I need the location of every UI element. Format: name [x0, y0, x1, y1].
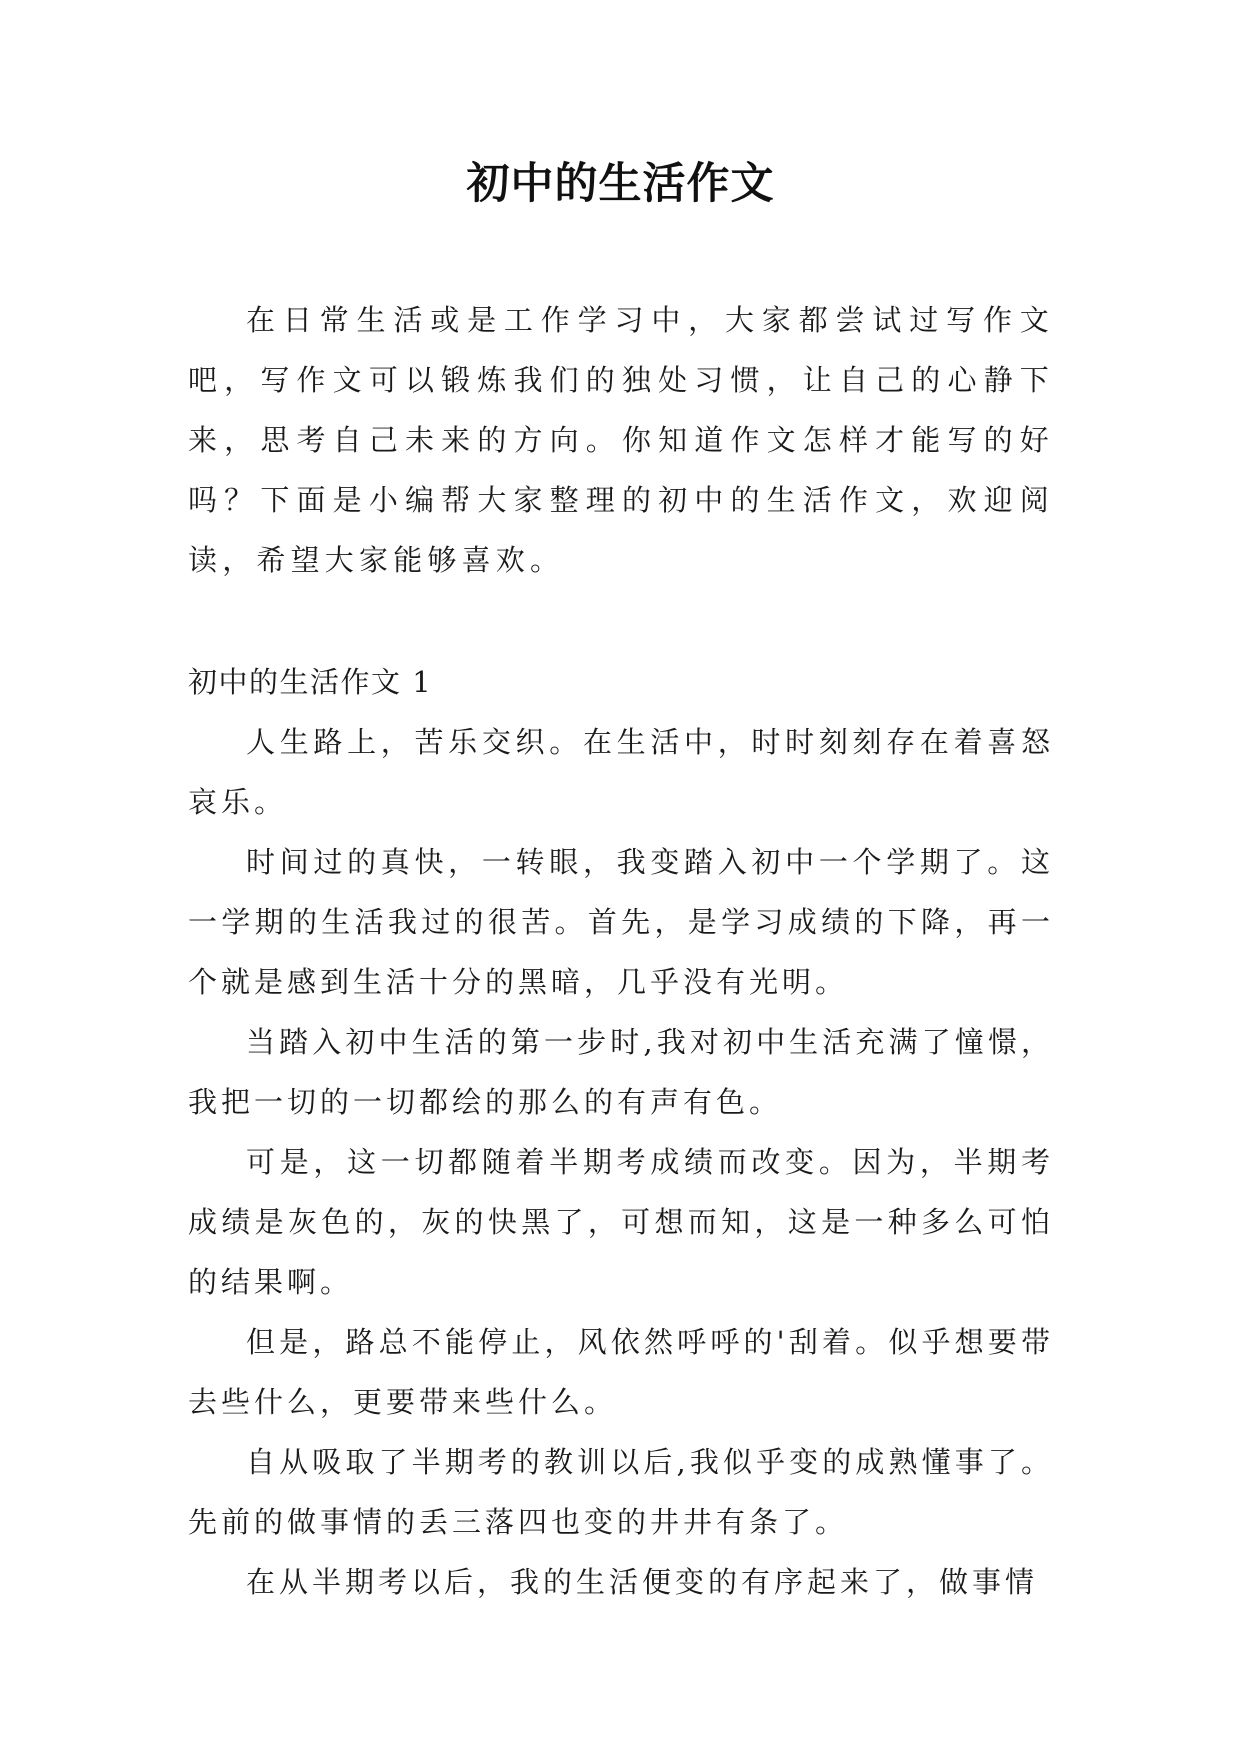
body-paragraph: 在从半期考以后，我的生活便变的有序起来了，做事情: [246, 1565, 1039, 1599]
body-paragraph: 当踏入初中生活的第一步时,我对初中生活充满了憧憬，我把一切的一切都绘的那么的有声有色。: [188, 1025, 1054, 1119]
section-heading: 初中的生活作文 1: [188, 665, 433, 699]
document-title: 初中的生活作文: [466, 159, 775, 209]
document-body: [188, 290, 1054, 1612]
body-paragraph: 人生路上，苦乐交织。在生活中，时时刻刻存在着喜怒哀乐。: [188, 725, 1054, 819]
body-paragraph: 但是，路总不能停止，风依然呼呼的'刮着。似乎想要带去些什么，更要带来些什么。: [188, 1325, 1054, 1419]
body-paragraph: 自从吸取了半期考的教训以后,我似乎变的成熟懂事了。先前的做事情的丢三落四也变的井井有条了。: [188, 1445, 1054, 1539]
body-paragraph: 可是，这一切都随着半期考成绩而改变。因为，半期考成绩是灰色的，灰的快黑了，可想而知，这是一种多么可怕的结果啊。: [188, 1145, 1054, 1299]
body-paragraph: 时间过的真快，一转眼，我变踏入初中一个学期了。这一学期的生活我过的很苦。首先，是学习成绩的下降，再一个就是感到生活十分的黑暗，几乎没有光明。: [188, 845, 1054, 999]
intro-paragraph: 在日常生活或是工作学习中，大家都尝试过写作文吧，写作文可以锻炼我们的独处习惯，让自己的心静下来，思考自己未来的方向。你知道作文怎样才能写的好吗？下面是小编帮大家整理的初中的生活作文，欢迎阅读，希望大家能够喜欢。: [188, 303, 1054, 577]
